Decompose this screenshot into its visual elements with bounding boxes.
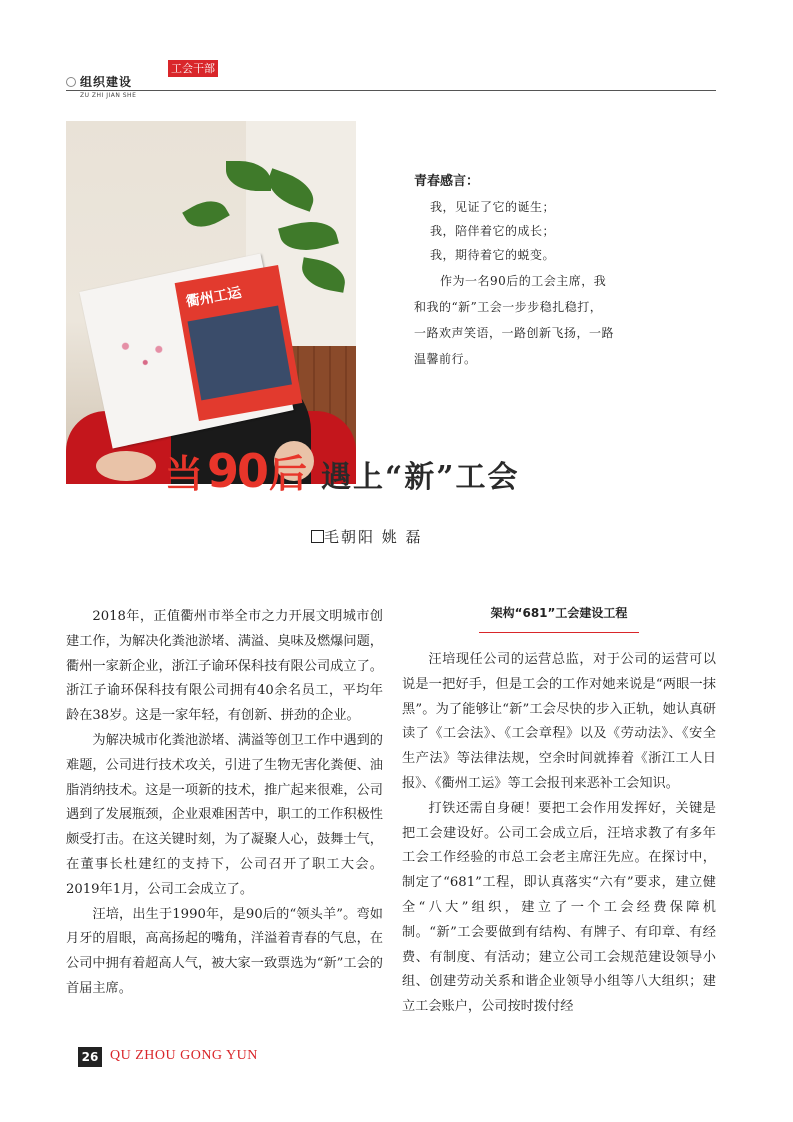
headline-part: 当 [165, 452, 204, 496]
magazine-cover-title: 衢州工运 [184, 284, 243, 311]
photo-hand [96, 451, 156, 481]
subheading-underline [479, 632, 639, 633]
article-headline [165, 443, 520, 503]
motto-line: 我，见证了它的诞生； [430, 200, 556, 214]
paragraph: 汪培现任公司的运营总监，对于公司的运营可以说是一把好手，但是工会的工作对她来说是“两眼一抹黑”。为了能够让“新”工会尽快的步入正轨，她认真研读了《工会法》、《工会章程》以及《劳动法》、《安全生产法》等法律法规，空余时间就捧着《浙江工人日报》、《衢州工运》等工会报刊来恶补工会知识。 [402, 652, 716, 791]
motto-line: 和我的“新”工会一步步稳扎稳打， [414, 300, 603, 314]
motto-line: 温馨前行。 [414, 352, 477, 366]
byline: 毛朝阳 姚 磊 [324, 528, 423, 546]
headline-number: 90 [207, 444, 268, 498]
motto-line: 我，期待着它的蜕变。 [430, 248, 556, 262]
paragraph: 2018年，正值衢州市举全市之力开展文明城市创建工作，为解决化粪池淤堵、满溢、臭味及燃爆问题，衢州一家新企业，浙江子谕环保科技有限公司成立了。浙江子谕环保科技有限公司拥有40余名员工，平均年龄在38岁。这是一家年轻，有创新、拼劲的企业。 [66, 609, 383, 724]
motto-line: 我，陪伴着它的成长； [430, 224, 556, 238]
paragraph: 为解决城市化粪池淤堵、满溢等创卫工作中遇到的难题，公司进行技术攻关，引进了生物无害化粪便、油脂消纳技术。这是一项新的技术，推广起来很难，公司遇到了发展瓶颈，企业艰难困苦中，职工的工作积极性颇受打击。在这关键时刻，为了凝聚人心，鼓舞士气，在董事长杜建红的支持下，公司召开了职工大会。2019年1月，公司工会成立了。 [66, 732, 383, 897]
right-column [402, 648, 716, 1020]
left-column [66, 605, 383, 1002]
section-tag: 工会干部 [168, 60, 218, 77]
section-bullet-icon [66, 77, 76, 87]
section-pinyin: ZU ZHI JIAN SHE [80, 92, 137, 99]
motto-line: 一路欢声笑语，一路创新飞扬，一路 [414, 326, 615, 340]
motto-line: 作为一名90后的工会主席，我 [440, 274, 607, 288]
paragraph: 汪培，出生于1990年，是90后的“领头羊”。弯如月牙的眉眼，高高扬起的嘴角，洋溢着青春的气息，在公司中拥有着超高人气，被大家一致票选为“新”工会的首届主席。 [66, 906, 383, 996]
motto-title: 青春感言： [414, 174, 480, 189]
section-title: 组织建设 [80, 75, 133, 89]
article-photo [66, 121, 356, 484]
footer-magazine-name: QU ZHOU GONG YUN [110, 1048, 258, 1063]
headline-part: 遇上“新”工会 [321, 460, 520, 495]
header-divider [66, 90, 716, 91]
section-subheading: 架构“681”工会建设工程 [490, 606, 628, 620]
magazine-cover-image [187, 306, 291, 401]
page-number: 26 [78, 1047, 102, 1067]
paragraph: 打铁还需自身硬！要把工会作用发挥好，关键是把工会建设好。公司工会成立后，汪培求教了有多年工会工作经验的市总工会老主席汪先应。在探讨中，制定了“681”工程，即认真落实“六有”要求，建立健全“八大”组织，建立了一个工会经费保障机制。“新”工会要做到有结构、有牌子、有印章、有经费、有制度、有活动；建立公司工会规范建设领导小组、创建劳动关系和谐企业领导小组等八大组织；建立工会账户，公司按时拨付经 [402, 800, 716, 1015]
headline-part: 后 [269, 452, 308, 496]
plant-leaf [182, 193, 230, 236]
byline-box-icon [311, 530, 324, 543]
